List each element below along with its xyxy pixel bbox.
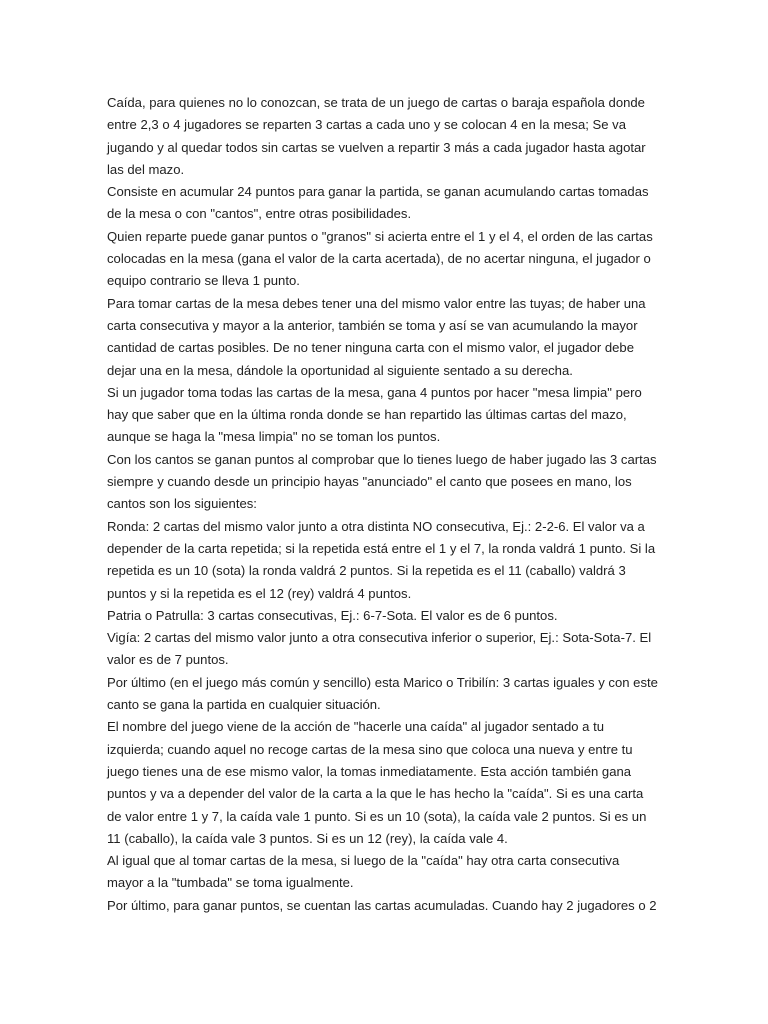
text-line: Quien reparte puede ganar puntos o "granos" si acierta entre el 1 y el 4, el orden de las cartas (107, 228, 653, 244)
text-line: jugando y al quedar todos sin cartas se vuelven a repartir 3 más a cada jugador hasta agotar (107, 139, 646, 155)
text-line: Vigía: 2 cartas del mismo valor junto a otra consecutiva inferior o superior, Ej.: Sota-Sota-7. El (107, 630, 652, 646)
text-line: de valor entre 1 y 7, la caída vale 1 punto. Si es un 10 (sota), la caída vale 2 puntos. Si es un (107, 808, 647, 824)
text-line: carta consecutiva y mayor a la anterior, también se toma y así se van acumulando la mayor (107, 317, 638, 333)
text-line: Por último, para ganar puntos, se cuentan las cartas acumuladas. Cuando hay 2 jugadores o 2 (107, 897, 657, 913)
text-line: Para tomar cartas de la mesa debes tener una del mismo valor entre las tuyas; de haber una (107, 295, 646, 311)
document-body (107, 92, 667, 917)
text-line: 11 (caballo), la caída vale 3 puntos. Si es un 12 (rey), la caída vale 4. (107, 830, 508, 846)
text-line: El nombre del juego viene de la acción de "hacerle una caída" al jugador sentado a tu (107, 719, 605, 735)
text-line: siempre y cuando desde un principio hayas "anunciado" el canto que posees en mano, los (107, 474, 632, 490)
text-line: hay que saber que en la última ronda donde se han repartido las últimas cartas del mazo, (107, 407, 627, 423)
text-line: canto se gana la partida en cualquier situación. (107, 697, 381, 713)
text-line: puntos y va a depender del valor de la carta a la que le has hecho la "caída". Si es una carta (107, 786, 644, 802)
text-line: Ronda: 2 cartas del mismo valor junto a otra distinta NO consecutiva, Ej.: 2-2-6. El valor va a (107, 518, 645, 534)
text-line: cantos son los siguientes: (107, 496, 257, 512)
text-line: Con los cantos se ganan puntos al comprobar que lo tienes luego de haber jugado las 3 cartas (107, 451, 657, 467)
text-line: depender de la carta repetida; si la repetida está entre el 1 y el 7, la ronda valdrá 1 punto. Si la (107, 540, 656, 556)
text-line: valor es de 7 puntos. (107, 652, 229, 668)
text-line: Por último (en el juego más común y sencillo) esta Marico o Tribilín: 3 cartas iguales y con este (107, 674, 658, 690)
text-line: de la mesa o con "cantos", entre otras posibilidades. (107, 206, 412, 222)
text-line: Caída, para quienes no lo conozcan, se trata de un juego de cartas o baraja española donde (107, 95, 645, 110)
text-line: izquierda; cuando aquel no recoge cartas de la mesa sino que coloca una nueva y entre tu (107, 741, 633, 757)
text-line: colocadas en la mesa (gana el valor de la carta acertada), de no acertar ninguna, el jugador o (107, 251, 651, 267)
text-line: puntos y si la repetida es el 12 (rey) valdrá 4 puntos. (107, 585, 412, 601)
text-line: Si un jugador toma todas las cartas de la mesa, gana 4 puntos por hacer "mesa limpia" pero (107, 384, 642, 400)
text-line: dejar una en la mesa, dándole la oportunidad al siguiente sentado a su derecha. (107, 362, 573, 378)
text-line: mayor a la "tumbada" se toma igualmente. (107, 875, 354, 891)
text-line: equipo contrario se lleva 1 punto. (107, 273, 300, 289)
text-line: entre 2,3 o 4 jugadores se reparten 3 cartas a cada uno y se colocan 4 en la mesa; Se va (107, 117, 626, 133)
text-line: Consiste en acumular 24 puntos para ganar la partida, se ganan acumulando cartas tomadas (107, 184, 649, 200)
text-line: cantidad de cartas posibles. De no tener ninguna carta con el mismo valor, el jugador debe (107, 340, 634, 356)
text-line: juego tienes una de ese mismo valor, la tomas inmediatamente. Esta acción también gana (107, 763, 632, 779)
text-line: las del mazo. (107, 161, 185, 177)
text-line: Patria o Patrulla: 3 cartas consecutivas, Ej.: 6-7-Sota. El valor es de 6 puntos. (107, 607, 558, 623)
text-line: aunque se haga la "mesa limpia" no se toman los puntos. (107, 429, 441, 445)
text-line: Al igual que al tomar cartas de la mesa, si luego de la "caída" hay otra carta consecutiva (107, 853, 620, 869)
text-line: repetida es un 10 (sota) la ronda valdrá 2 puntos. Si la repetida es el 11 (caballo) valdrá 3 (107, 563, 626, 579)
